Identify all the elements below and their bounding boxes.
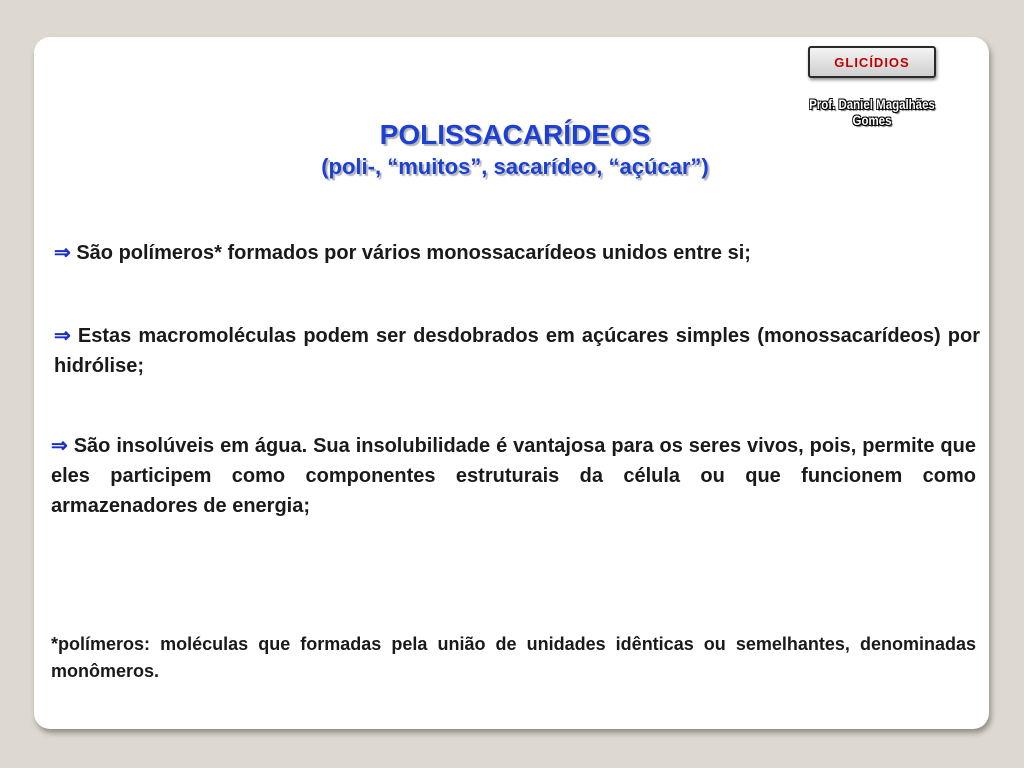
- arrow-right-icon: ⇒: [54, 242, 71, 264]
- footnote: *polímeros: moléculas que formadas pela união de unidades idênticas ou semelhantes, denominadas monômeros.: [51, 634, 976, 681]
- bullet-1-text: São polímeros* formados por vários monossacarídeos unidos entre si;: [76, 242, 751, 264]
- topic-badge: [808, 46, 936, 78]
- bullet-2: [54, 321, 980, 381]
- arrow-right-icon: ⇒: [54, 325, 71, 347]
- author-credit: Prof. Daniel Magalhães Gomes: [809, 96, 935, 128]
- topic-badge-label: GLICÍDIOS: [834, 54, 910, 70]
- bullet-2-text: Estas macromoléculas podem ser desdobrados em açúcares simples (monossacarídeos) por hidrólise;: [54, 325, 981, 377]
- arrow-right-icon: ⇒: [51, 435, 68, 457]
- bullet-1: [54, 238, 974, 268]
- title-main: POLISSACARÍDEOS: [379, 119, 651, 150]
- title-subtitle: (poli-, “muitos”, sacarídeo, “açúcar”): [321, 154, 709, 179]
- bullet-3-text: São insolúveis em água. Sua insolubilidade é vantajosa para os seres vivos, pois, permite que eles participem como componentes estruturais da célula ou que funcionem como armazenadores de energia;: [51, 435, 976, 517]
- bullet-3: [51, 431, 976, 521]
- slide-title: [220, 116, 810, 181]
